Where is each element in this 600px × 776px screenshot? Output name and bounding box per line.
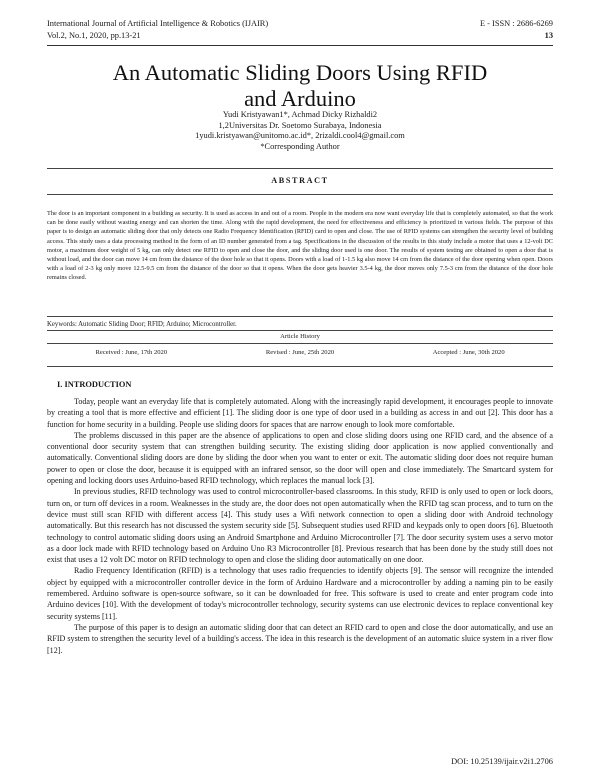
doi: DOI: 10.25139/ijair.v2i1.2706 <box>451 757 553 766</box>
author-block <box>47 110 553 152</box>
history-mid-rule <box>47 343 553 344</box>
revised-date: Revised : June, 25th 2020 <box>265 349 335 356</box>
author-emails: 1yudi.kristyawan@unitomo.ac.id*, 2rizaldi.cool4@gmail.com <box>195 131 405 140</box>
history-bottom-rule <box>47 366 553 367</box>
abstract-text: The door is an important component in a building as security. It is used as access in and out of a room. People in the modern era now want everyday life that is completely automated, so that the work can be done easily without wasting energy and can shorten the time. Along with the rapid development, the need for effectiveness and efficiency is prioritized in various fields. The purpose of this paper is to design an automatic sliding door that only detects one Radio Frequency Identification (RFID) card to open and close. The use of RFID systems can strengthen the security level of building access. This study uses a data processing method in the form of an ID number generated from a tag. Specifications in the discussion of the results in this study include a motor that uses a 12-volt DC motor, a maximum door weight of 5 kg, can only detect one RFID to open and close the door, and the sliding door used is one door. The results of system testing are obtained to open a door that is without load, and the door can move 14 cm from the distance of the door hole so that it opens. Doors with a load of 1-1.5 kg also move 14 cm from the distance of the door opening when open. Doors with a load of 2-3 kg only move 12.5-9.5 cm from the distance of the door so that it opens. When the door gets heavier 3.5-4 kg, the door moves only 7.5-3 cm from the distance of the door hole remains closed. <box>47 210 553 282</box>
volume-info: Vol.2, No.1, 2020, pp.13-21 <box>47 30 141 40</box>
abstract-under-rule <box>47 194 553 195</box>
keywords-top-rule <box>47 316 553 317</box>
page-number: 13 <box>544 30 553 40</box>
paragraph: Today, people want an everyday life that is completely automated. Along with the increasingly rapid development, it encourages people to innovate by creating a tool that is more effective and efficient [1]. The sliding door is one type of door used in a building as access in and out [2]. This door has a function for home security in a building. People use sliding doors for spaces that are narrow enough to look more comfortable. <box>47 397 553 429</box>
author-affiliation: 1,2Universitas Dr. Soetomo Surabaya, Indonesia <box>218 120 382 130</box>
issn: E - ISSN : 2686-6269 <box>479 19 553 28</box>
running-header-right <box>480 18 553 41</box>
title-line-2: and Arduino <box>244 86 356 111</box>
header-divider <box>47 45 553 46</box>
article-history-title: Article History <box>280 333 320 340</box>
paragraph: Radio Frequency Identification (RFID) is a technology that uses radio frequencies to identify objects [9]. The sensor will recognize the intended object by equipped with a microcontroller controller device in the form of Arduino Hardware and a microcontroller by adding a naming pin to be easily remembered. Arduino software is open-source software, so it can be downloaded for free. This software is used to create and enter program code into Arduino devices [10]. With the development of today's microcontroller technology, security systems can use electronic devices to replace conventional key security systems [11]. <box>47 566 553 621</box>
author-names: Yudi Kristyawan1*, Achmad Dicky Rizhaldi2 <box>222 110 378 119</box>
history-top-rule <box>47 330 553 331</box>
running-header-left <box>47 18 268 41</box>
abstract-top-rule <box>47 168 553 169</box>
section-heading: I. INTRODUCTION <box>57 380 132 389</box>
body-text <box>47 396 553 656</box>
received-date: Received : June, 17th 2020 <box>95 349 168 356</box>
paragraph: The purpose of this paper is to design an automatic sliding door that can detect an RFID card to open and close the door automatically, and use an RFID system to strengthen the security level of a building's access. The idea in this research is the development of an automatic sluice system in a river flow [12]. <box>47 622 553 655</box>
corresponding-author: *Corresponding Author <box>260 141 340 151</box>
keywords: Keywords: Automatic Sliding Door; RFID; Arduino; Microcontroller. <box>47 321 237 328</box>
paragraph: The problems discussed in this paper are the absence of applications to open and close sliding doors using one RFID card, and the absence of a conventional door security system that can strengthen building security. The existing sliding door application is now applied conventionally and automatically. Conventional sliding doors are done by sliding the door when you want to enter or exit. The automatic sliding door does not require human power to open or close the door, because it is equipped with an infrared sensor, so the door will open and close immediately. The Smartcard system for opening and locking doors uses Arduino-based RFID technology, which replaces the manual lock [3]. <box>47 430 553 486</box>
title-line-1: An Automatic Sliding Doors Using RFID <box>112 60 488 85</box>
abstract-heading: ABSTRACT <box>271 176 329 185</box>
paper-title <box>47 60 553 112</box>
journal-name: International Journal of Artificial Intelligence & Robotics (IJAIR) <box>47 19 269 28</box>
paragraph: In previous studies, RFID technology was used to control microcontroller-based classrooms. In this study, RFID is only used to open or lock doors, turn on, or turn off devices in a room. Weaknesses in the study are, the door does not open automatically when the RFID tag scan process, and to turn on the device must still scan RFID with different access [4]. This study uses a Wifi network connection to open a sliding door with Android technology automatically. But this research has not discussed the system security side [5]. Subsequent studies used RFID and keypads only to open doors [6]. Bluetooth technology to control automatic sliding doors using an Android Smartphone and Arduino Microcontroller [7]. The door security system uses a servo motor as a door lock made with RFID technology based on Arduino Uno R3 Microcontroller [8]. Previous research that has been done by the study still does not exist that uses a 12 volt DC motor on RFID technology to open and close the sliding door automatically on one door. <box>47 487 553 565</box>
accepted-date: Accepted : June, 30th 2020 <box>432 349 505 356</box>
article-history-dates <box>47 349 553 356</box>
